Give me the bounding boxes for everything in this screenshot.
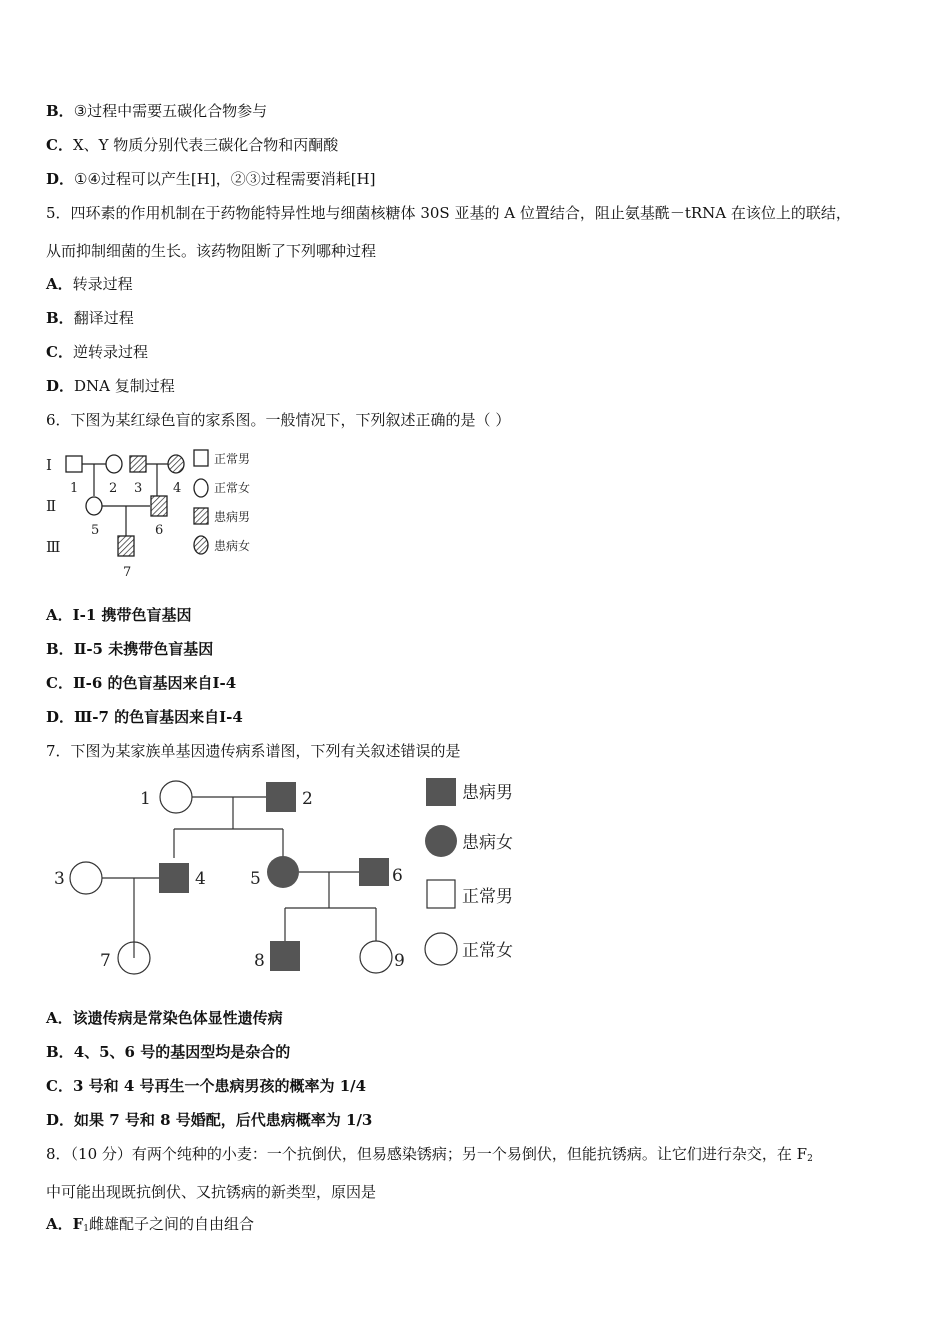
q7-individual-9: [360, 941, 392, 973]
q8-stem-line2: 中可能出现既抗倒伏、又抗锈病的新类型，原因是: [46, 1183, 377, 1201]
q6-legend-affected-male: 患病男: [214, 510, 251, 524]
q6-option-c: C．Ⅱ-6 的色盲基因来自Ⅰ-4: [46, 674, 237, 692]
q7-id-2: 2: [302, 789, 313, 809]
q4-option-d: D．①④过程可以产生[H]，②③过程需要消耗[H]: [46, 170, 376, 188]
q6-gen-label-1: Ⅰ: [46, 456, 52, 474]
q7-individual-1: [160, 781, 192, 813]
q6-id-2: 2: [109, 481, 118, 496]
q6-individual-1: [66, 456, 82, 472]
q6-individual-3: [130, 456, 146, 472]
q7-legend-affected-male: 患病男: [462, 783, 513, 803]
q7-legend-normal-female: 正常女: [462, 941, 513, 961]
q5-option-a: A．转录过程: [46, 275, 133, 293]
q7-pedigree-figure: [40, 766, 540, 986]
q6-individual-7: [118, 536, 134, 556]
q7-individual-3: [70, 862, 102, 894]
q7-id-9: 9: [394, 951, 405, 971]
q6-gen-label-3: Ⅲ: [46, 538, 61, 556]
q7-id-1: 1: [140, 789, 151, 809]
q5-stem-line1: 5．四环素的作用机制在于药物能特异性地与细菌核糖体 30S 亚基的 A 位置结合，阻止氨基酰－tRNA 在该位上的联结，: [46, 204, 851, 222]
q6-legend-normal-male: 正常男: [214, 452, 251, 466]
q7-option-c: C．3 号和 4 号再生一个患病男孩的概率为 1/4: [46, 1077, 367, 1095]
q6-id-3: 3: [134, 481, 143, 496]
q6-legend-affected-female: 患病女: [214, 539, 251, 553]
q6-option-d: D．Ⅲ-7 的色盲基因来自Ⅰ-4: [46, 708, 243, 726]
q6-legend-normal-female: 正常女: [214, 481, 251, 495]
q6-id-7: 7: [123, 565, 132, 580]
q8-option-a: A．$F_1$雌雄配子之间的自由组合: [46, 1215, 255, 1234]
q7-id-7: 7: [100, 951, 111, 971]
q7-stem: 7．下图为某家族单基因遗传病系谱图，下列有关叙述错误的是: [46, 742, 461, 760]
q6-id-5: 5: [91, 523, 100, 538]
q5-stem-line2: 从而抑制细菌的生长。该药物阻断了下列哪种过程: [46, 242, 377, 260]
q7-option-d: D．如果 7 号和 8 号婚配，后代患病概率为 1/3: [46, 1111, 373, 1129]
q6-individual-6: [151, 496, 167, 516]
q7-individual-4: [159, 863, 189, 893]
q7-option-b: B．4、5、6 号的基因型均是杂合的: [46, 1043, 291, 1061]
q7-individual-2: [266, 782, 296, 812]
q6-individual-5: [86, 497, 102, 515]
q7-individual-8: [270, 941, 300, 971]
q7-id-8: 8: [254, 951, 265, 971]
q7-individual-6: [359, 858, 389, 886]
q6-id-1: 1: [70, 481, 79, 496]
q7-option-a: A．该遗传病是常染色体显性遗传病: [46, 1009, 283, 1027]
q7-individual-5: [267, 856, 299, 888]
q6-gen-label-2: Ⅱ: [46, 497, 57, 515]
q7-id-3: 3: [54, 869, 65, 889]
q6-option-a: A．Ⅰ-1 携带色盲基因: [46, 606, 192, 624]
q4-option-b: B．③过程中需要五碳化合物参与: [46, 102, 268, 120]
q6-individual-2: [106, 455, 122, 473]
q7-id-4: 4: [195, 869, 206, 889]
q7-id-6: 6: [392, 866, 403, 886]
q6-pedigree-figure: [40, 446, 270, 586]
q6-individual-4: [168, 455, 184, 473]
q7-legend-affected-female: 患病女: [462, 833, 513, 853]
q6-id-6: 6: [155, 523, 164, 538]
q6-id-4: 4: [173, 481, 182, 496]
q4-option-c: C．X、Y 物质分别代表三碳化合物和丙酮酸: [46, 136, 339, 154]
q6-stem: 6．下图为某红绿色盲的家系图。一般情况下，下列叙述正确的是（ ）: [46, 411, 511, 429]
q6-option-b: B．Ⅱ-5 未携带色盲基因: [46, 640, 214, 658]
q5-option-b: B．翻译过程: [46, 309, 134, 327]
q5-option-d: D．DNA 复制过程: [46, 377, 175, 395]
q7-id-5: 5: [250, 869, 261, 889]
q8-stem-line1: 8．（10 分）有两个纯种的小麦：一个抗倒伏，但易感染锈病；另一个易倒伏，但能抗锈病。让它们进行杂交，在 $F_2$: [46, 1145, 813, 1164]
q7-legend-normal-male: 正常男: [462, 887, 513, 907]
q5-option-c: C．逆转录过程: [46, 343, 148, 361]
